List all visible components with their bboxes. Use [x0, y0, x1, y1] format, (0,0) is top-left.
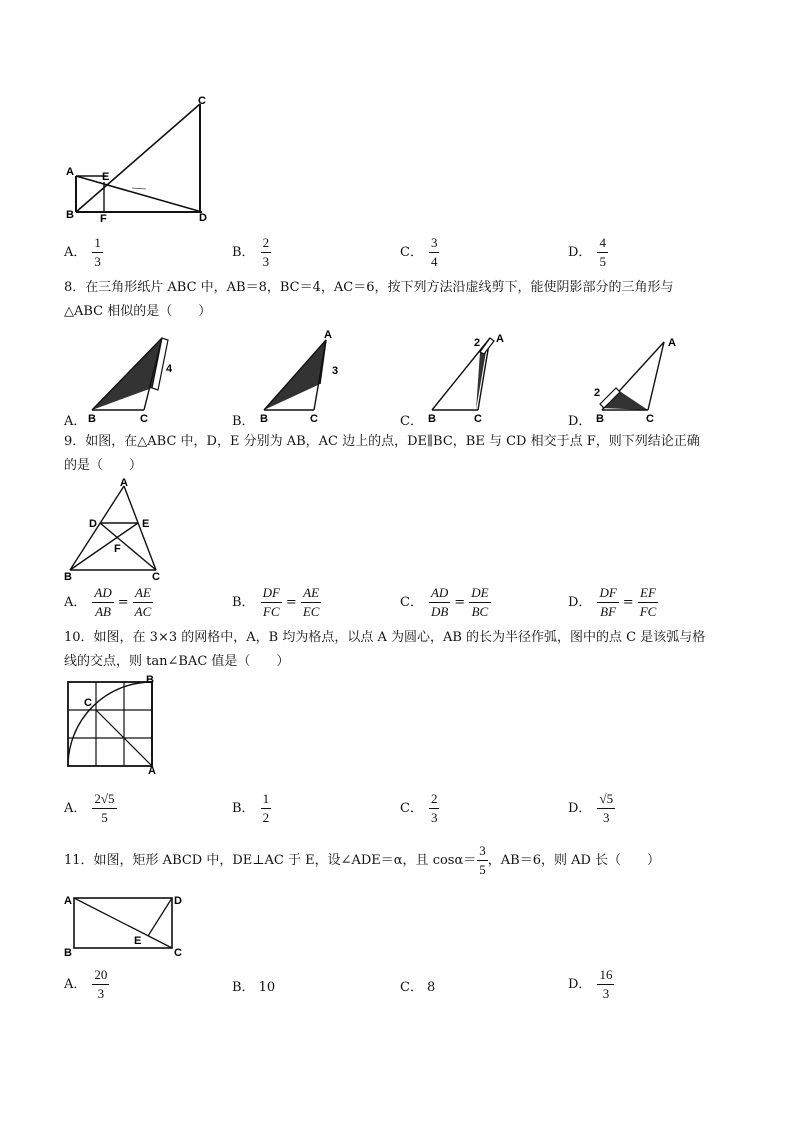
q7-figure — [62, 92, 222, 224]
q11-option-c[interactable]: C． 8 — [400, 980, 436, 995]
q11-stem-before: 11．如图，矩形 ABCD 中，DE⊥AC 于 E，设∠ADE＝α，且 cosα＝ — [64, 853, 477, 868]
q8-figure-d — [592, 328, 692, 424]
q10-label-c: C — [84, 697, 92, 709]
q9-option-a-right: $\frac{AE}{AC}$ — [134, 585, 152, 619]
q7-option-b-fraction: $\frac{2}{3}$ — [262, 235, 270, 269]
q9-option-b-left: $\frac{DF}{FC}$ — [262, 585, 280, 619]
q8c-label-b: B — [428, 413, 436, 424]
q9-option-b[interactable]: B． $\frac{DF}{FC}$ = $\frac{AE}{EC}$ — [232, 585, 320, 619]
q10-stem — [64, 626, 736, 674]
q8b-three: 3 — [332, 365, 339, 377]
q8d-two: 2 — [594, 387, 601, 399]
q8a-four: 4 — [166, 363, 173, 375]
q10-option-d[interactable]: D． $\frac{√5}{3}$ — [568, 791, 614, 825]
q10-option-a-fraction: $\frac{2√5}{5}$ — [94, 791, 115, 825]
q8c-label-a: A — [496, 333, 504, 345]
q9-option-a[interactable]: A． $\frac{AD}{AB}$ = $\frac{AE}{AC}$ — [64, 585, 152, 619]
q9-option-d-left: $\frac{DF}{BF}$ — [599, 585, 617, 619]
q7-option-a[interactable]: A． $\frac{1}{3}$ — [64, 235, 101, 269]
q8-figure-a — [84, 328, 184, 424]
q11-cos-fraction: $\frac{3}{5}$ — [479, 843, 486, 877]
q7-option-b[interactable]: B． $\frac{2}{3}$ — [232, 235, 270, 269]
q9-option-d[interactable]: D． $\frac{DF}{BF}$ = $\frac{EF}{FC}$ — [568, 585, 657, 619]
q9-stem — [64, 430, 736, 478]
q7-option-a-fraction: $\frac{1}{3}$ — [94, 235, 101, 269]
q7-label-f: F — [100, 213, 107, 224]
q7-option-c-fraction: $\frac{3}{4}$ — [430, 235, 438, 269]
q11-label-a: A — [64, 895, 72, 907]
q8a-label-c: C — [140, 413, 148, 424]
q11-option-d-fraction: $\frac{16}{3}$ — [599, 967, 613, 1001]
q8c-two: 2 — [474, 337, 481, 349]
q9-option-a-left: $\frac{AD}{AB}$ — [94, 585, 112, 619]
q9-option-d-right: $\frac{EF}{FC}$ — [639, 585, 657, 619]
q10-option-a[interactable]: A． $\frac{2√5}{5}$ — [64, 791, 115, 825]
q9-option-c-left: $\frac{AD}{DB}$ — [430, 585, 449, 619]
q7-option-c[interactable]: C． $\frac{3}{4}$ — [400, 235, 438, 269]
q9-label-e: E — [142, 518, 150, 530]
q11-label-e: E — [134, 935, 142, 947]
q11-figure — [62, 888, 188, 960]
q8c-label-c: C — [474, 413, 482, 424]
q10-option-c-fraction: $\frac{2}{3}$ — [430, 791, 438, 825]
q10-label-a: A — [148, 765, 156, 777]
q10-label-b: B — [146, 674, 154, 686]
q9-option-c[interactable]: C． $\frac{AD}{DB}$ = $\frac{DE}{BC}$ — [400, 585, 489, 619]
q10-stem-line1: 10．如图，在 3×3 的网格中，A，B 均为格点，以点 A 为圆心，AB 的长为半径作弧，图中的点 C 是该弧与格 — [64, 630, 706, 645]
q11-option-c-value: 8 — [426, 980, 436, 995]
q7-label-c: C — [198, 95, 206, 107]
q8a-label-b: B — [88, 413, 96, 424]
q7-label-a: A — [66, 166, 74, 178]
q8d-label-b: B — [596, 413, 604, 424]
q8-option-b[interactable]: B． — [232, 414, 255, 429]
q8d-label-a: A — [668, 337, 676, 349]
q7-label-e: E — [102, 171, 110, 183]
q10-option-b-fraction: $\frac{1}{2}$ — [262, 791, 270, 825]
q10-figure — [62, 674, 166, 778]
q11-stem-after: ，AB＝6，则 AD 长（ ） — [487, 853, 661, 868]
q9-stem-line2: 的是（ ） — [64, 458, 143, 473]
q8b-label-a: A — [324, 329, 332, 341]
q11-option-a-fraction: $\frac{20}{3}$ — [94, 967, 108, 1001]
q11-label-d: D — [174, 895, 182, 907]
q11-option-d[interactable]: D． $\frac{16}{3}$ — [568, 967, 613, 1001]
q9-option-b-right: $\frac{AE}{EC}$ — [302, 585, 320, 619]
q11-option-b-value: 10 — [258, 980, 276, 995]
q10-option-c[interactable]: C． $\frac{2}{3}$ — [400, 791, 438, 825]
q10-option-b[interactable]: B． $\frac{1}{2}$ — [232, 791, 270, 825]
q11-option-a[interactable]: A． $\frac{20}{3}$ — [64, 967, 108, 1001]
q9-option-c-right: $\frac{DE}{BC}$ — [471, 585, 489, 619]
q9-figure — [62, 476, 172, 584]
q11-label-b: B — [64, 947, 72, 959]
q8-figure-b — [256, 328, 356, 424]
q9-label-a: A — [120, 477, 128, 489]
q8-stem-line2: △ABC 相似的是（ ） — [64, 304, 212, 319]
q8b-label-c: C — [310, 413, 318, 424]
q11-label-c: C — [174, 947, 182, 959]
q8-stem — [64, 276, 736, 324]
q7-option-d-fraction: $\frac{4}{5}$ — [599, 235, 606, 269]
q8-option-a[interactable]: A． — [64, 414, 87, 429]
q9-label-b: B — [64, 571, 72, 583]
q11-stem — [64, 842, 736, 880]
q8-option-d[interactable]: D． — [568, 414, 592, 429]
q9-label-f: F — [114, 543, 121, 555]
q8-figure-c — [424, 328, 524, 424]
q7-label-d: D — [199, 212, 207, 224]
q8-stem-line1: 8．在三角形纸片 ABC 中，AB＝8，BC＝4，AC＝6，按下列方法沿虚线剪下，能使阴影部分的三角形与 — [64, 280, 674, 295]
q9-stem-line1: 9．如图，在△ABC 中，D，E 分别为 AB，AC 边上的点，DE∥BC，BE 与 CD 相交于点 F，则下列结论正确 — [64, 434, 700, 449]
q9-label-d: D — [89, 518, 97, 530]
q7-option-d[interactable]: D． $\frac{4}{5}$ — [568, 235, 606, 269]
q11-option-b[interactable]: B． 10 — [232, 980, 276, 995]
q10-option-d-fraction: $\frac{√5}{3}$ — [599, 791, 614, 825]
q8b-label-b: B — [260, 413, 268, 424]
q8d-label-c: C — [646, 413, 654, 424]
q9-label-c: C — [152, 571, 160, 583]
q10-stem-line2: 线的交点，则 tan∠BAC 值是（ ） — [64, 654, 290, 669]
q8-option-c[interactable]: C． — [400, 414, 423, 429]
q7-label-b: B — [66, 209, 74, 221]
